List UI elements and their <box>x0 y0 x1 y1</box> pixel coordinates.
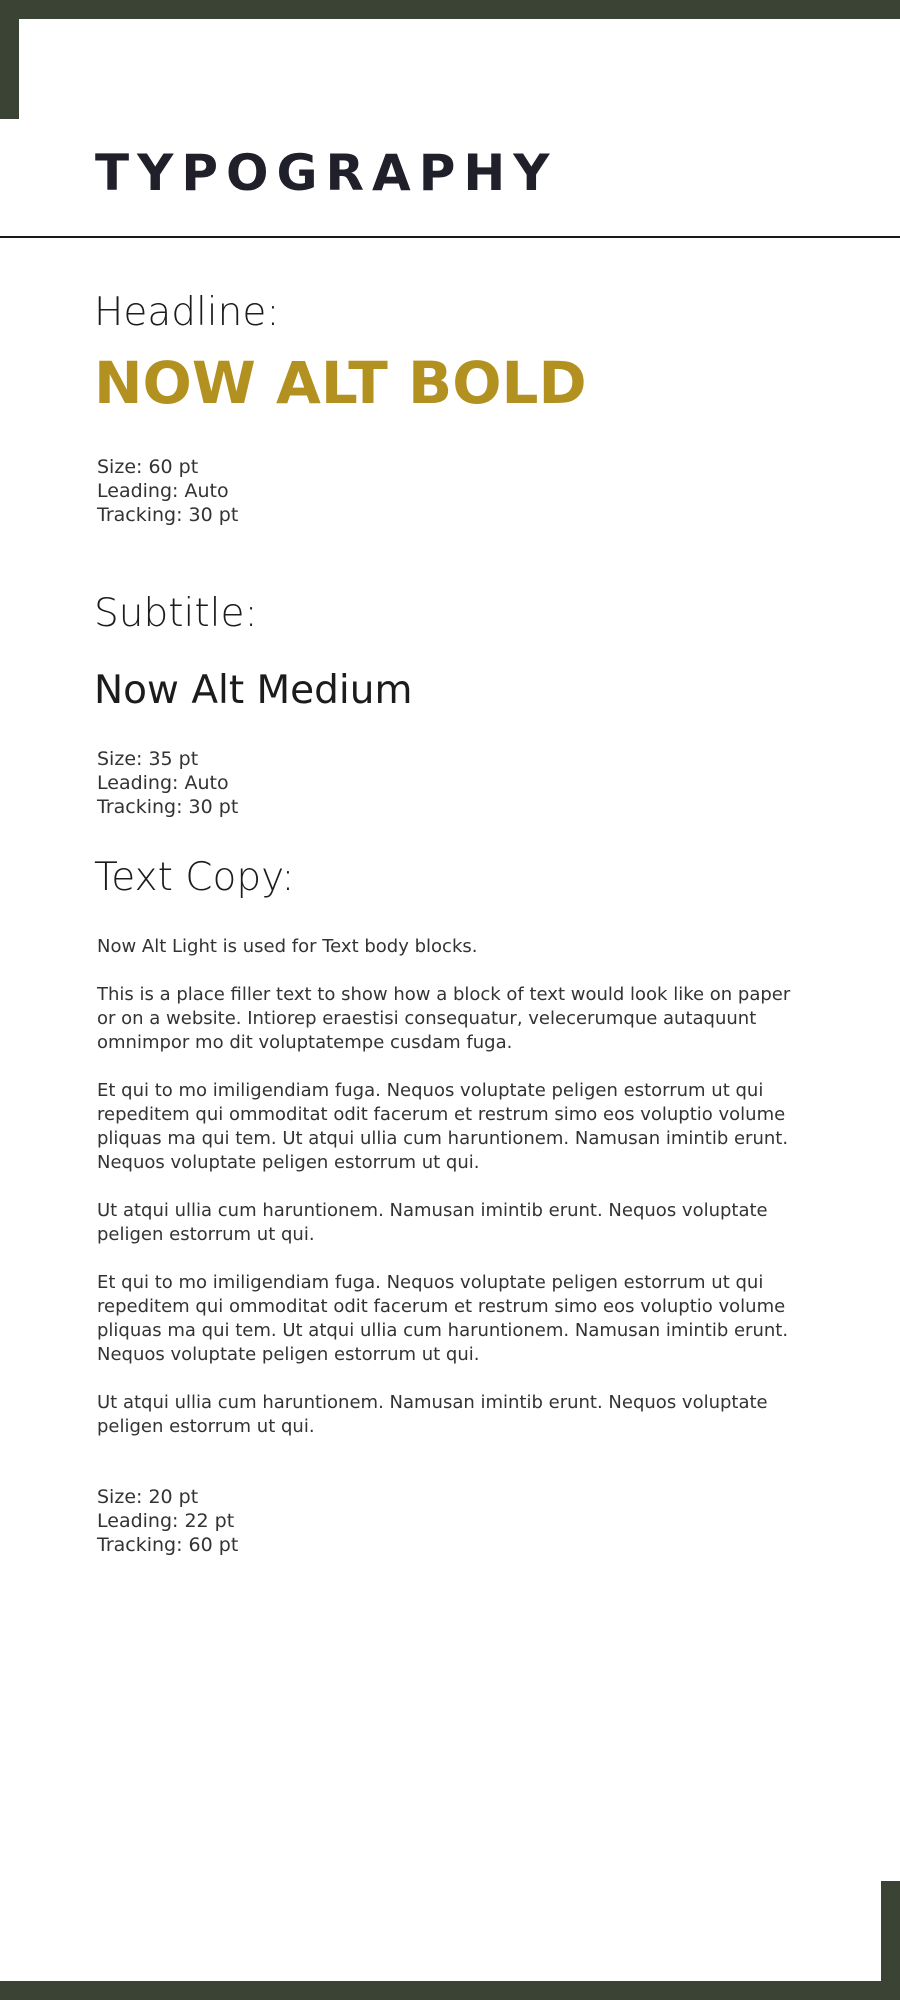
headline-size-spec: Size: 60 pt <box>97 456 199 478</box>
subtitle-specs <box>97 747 238 819</box>
text-copy-tracking-spec: Tracking: 60 pt <box>97 1534 239 1556</box>
subtitle-size-spec: Size: 35 pt <box>97 748 199 770</box>
text-copy-size-spec: Size: 20 pt <box>97 1486 199 1508</box>
title-divider <box>0 236 900 238</box>
headline-tracking-spec: Tracking: 30 pt <box>97 504 239 526</box>
headline-leading-spec: Leading: Auto <box>97 480 229 502</box>
body-paragraph-intro: Now Alt Light is used for Text body blocks. <box>97 936 478 957</box>
frame-right-bar <box>881 1881 900 2000</box>
page-title: TYPOGRAPHY <box>95 144 558 202</box>
subtitle-label: Subtitle: <box>94 591 258 636</box>
subtitle-tracking-spec: Tracking: 30 pt <box>97 796 239 818</box>
body-paragraph: Et qui to mo imiligendiam fuga. Nequos voluptate peligen estorrum ut qui repeditem qui ommoditat odit facerum et restrum simo eos voluptio volume pliquas ma qui tem. Ut atqui ullia cum haruntionem. Namusan imintib erunt. Nequos voluptate peligen estorrum ut qui. <box>97 1272 789 1365</box>
headline-font-sample: NOW ALT BOLD <box>94 349 587 417</box>
text-copy-label: Text Copy: <box>94 855 295 900</box>
text-copy-leading-spec: Leading: 22 pt <box>97 1510 235 1532</box>
body-paragraph: Ut atqui ullia cum haruntionem. Namusan imintib erunt. Nequos voluptate peligen estorrum ut qui. <box>97 1200 768 1245</box>
text-copy-specs <box>97 1485 238 1557</box>
frame-bottom-bar <box>0 1981 900 2000</box>
headline-specs <box>97 455 238 527</box>
body-paragraph: Ut atqui ullia cum haruntionem. Namusan imintib erunt. Nequos voluptate peligen estorrum ut qui. <box>97 1392 768 1437</box>
subtitle-leading-spec: Leading: Auto <box>97 772 229 794</box>
frame-left-bar <box>0 0 19 119</box>
body-paragraph: Et qui to mo imiligendiam fuga. Nequos voluptate peligen estorrum ut qui repeditem qui ommoditat odit facerum et restrum simo eos voluptio volume pliquas ma qui tem. Ut atqui ullia cum haruntionem. Namusan imintib erunt. Nequos voluptate peligen estorrum ut qui. <box>97 1080 789 1173</box>
headline-label: Headline: <box>94 290 280 335</box>
subtitle-font-sample: Now Alt Medium <box>94 668 413 713</box>
frame-top-bar <box>0 0 900 19</box>
body-paragraph: This is a place filler text to show how a block of text would look like on paper or on a website. Intiorep eraestisi consequatur, velecerumque autaquunt omnimpor mo dit voluptatempe cusdam fuga. <box>97 984 791 1053</box>
